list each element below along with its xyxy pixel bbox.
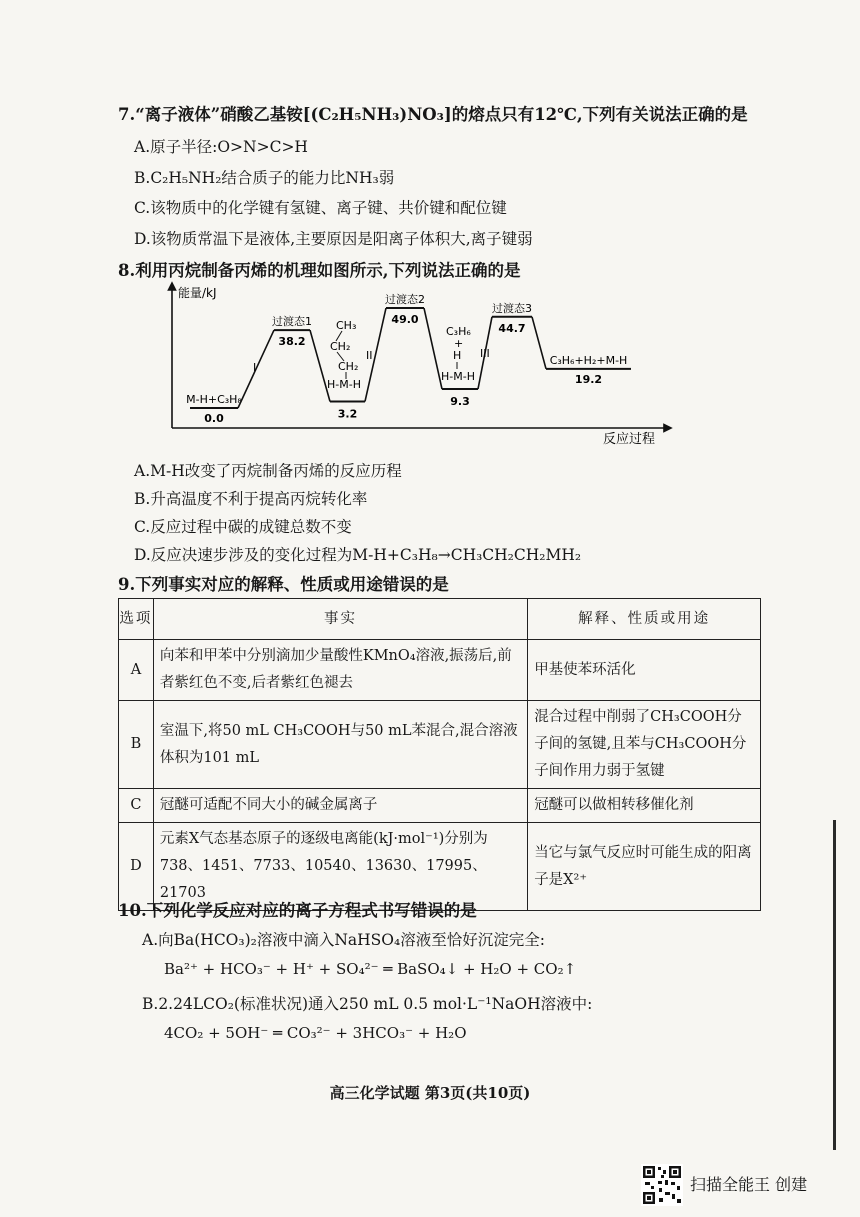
q8-option-d: D.反应决速步涉及的变化过程为M-H+C₃H₈→CH₃CH₂CH₂MH₂ [134, 546, 582, 564]
q10-stem: 10.下列化学反应对应的离子方程式书写错误的是 [118, 901, 477, 920]
q8-option-b: B.升高温度不利于提高丙烷转化率 [134, 490, 368, 508]
species-ch2-lower: CH₂ [338, 360, 359, 373]
q8-option-a: A.M-H改变了丙烷制备丙烯的反应历程 [134, 462, 402, 480]
q10-equation-b: 4CO₂ + 5OH⁻ ═ CO₃²⁻ + 3HCO₃⁻ + H₂O [164, 1024, 467, 1042]
species-hmh-1: H-M-H [327, 378, 361, 391]
q7-option-a: A.原子半径:O>N>C>H [134, 138, 308, 156]
row-explanation: 混合过程中削弱了CH₃COOH分子间的氢键,且苯与CH₃COOH分子间作用力弱于氢键 [528, 701, 761, 789]
table-row [119, 789, 761, 823]
scan-edge-shadow [833, 820, 836, 1150]
data-label-4: 9.3 [450, 395, 470, 409]
row-explanation: 冠醚可以做相转移催化剂 [528, 789, 761, 823]
species-plus: + [454, 337, 464, 350]
point-label-0: M-H+C₃H₈ [186, 393, 242, 406]
y-axis-label: 能量/kJ [178, 286, 217, 300]
q8-stem: 8.利用丙烷制备丙烯的机理如图所示,下列说法正确的是 [118, 261, 521, 280]
q10-equation-a: Ba²⁺ + HCO₃⁻ + H⁺ + SO₄²⁻ ═ BaSO₄↓ + H₂O + CO₂↑ [164, 960, 577, 978]
table-row [119, 640, 761, 701]
q9-stem: 9.下列事实对应的解释、性质或用途错误的是 [118, 575, 449, 594]
x-axis-label: 反应过程 [603, 432, 656, 447]
point-label-3: 过渡态2 [385, 293, 425, 307]
q8-option-c: C.反应过程中碳的成键总数不变 [134, 518, 352, 536]
energy-connector-6 [532, 317, 546, 369]
row-fact: 室温下,将50 mL CH₃COOH与50 mL苯混合,混合溶液体积为101 mL [153, 701, 527, 789]
species-ch2-upper: CH₂ [330, 340, 351, 353]
row-option: B [119, 701, 154, 789]
q10-option-a: A.向Ba(HCO₃)₂溶液中滴入NaHSO₄溶液至恰好沉淀完全: [142, 931, 545, 949]
step-label-3: III [480, 347, 490, 360]
row-option: A [119, 640, 154, 701]
q7-option-b: B.C₂H₅NH₂结合质子的能力比NH₃弱 [134, 169, 395, 187]
data-label-2: 3.2 [337, 407, 358, 421]
point-label-5: 过渡态3 [492, 301, 532, 315]
energy-profile-chart [0, 0, 860, 460]
point-label-6: C₃H₆+H₂+M-H [549, 353, 628, 367]
table-row [119, 701, 761, 789]
data-label-5: 44.7 [498, 321, 526, 335]
species-ch3: CH₃ [336, 319, 357, 332]
row-option: C [119, 789, 154, 823]
data-label-6: 19.2 [574, 372, 603, 386]
header-fact: 事实 [153, 599, 527, 640]
scanner-watermark: 扫描全能王 创建 [690, 1175, 808, 1194]
data-label-1: 38.2 [278, 335, 306, 349]
row-explanation: 当它与氯气反应时可能生成的阳离子是X²⁺ [528, 823, 761, 911]
row-fact: 向苯和甲苯中分别滴加少量酸性KMnO₄溶液,振荡后,前者紫红色不变,后者紫红色褪去 [153, 640, 527, 701]
data-label-0: 0.0 [204, 412, 224, 425]
q7-stem: 7.“离子液体”硝酸乙基铵[(C₂H₅NH₃)NO₃]的熔点只有12℃,下列有关说法正确的是 [118, 105, 748, 124]
page-footer: 高三化学试题 第3页(共10页) [329, 1084, 531, 1102]
species-c3h6: C₃H₆ [446, 325, 471, 338]
q9-table [118, 598, 761, 911]
row-explanation: 甲基使苯环活化 [528, 640, 761, 701]
species-hmh-2: H-M-H [441, 370, 475, 383]
data-label-3: 49.0 [391, 313, 419, 327]
q7-option-c: C.该物质中的化学键有氢键、离子键、共价键和配位键 [134, 199, 507, 217]
table-header-row [119, 599, 761, 640]
header-explanation: 解释、性质或用途 [528, 599, 761, 640]
row-fact: 元素X气态基态原子的逐级电离能(kJ·mol⁻¹)分别为738、1451、7733、10540、13630、17995、21703 [153, 823, 527, 911]
qr-code-icon [641, 1164, 683, 1206]
step-label-2: II [366, 349, 373, 362]
row-fact: 冠醚可适配不同大小的碱金属离子 [153, 789, 527, 823]
q7-option-d: D.该物质常温下是液体,主要原因是阳离子体积大,离子键弱 [134, 230, 533, 248]
header-option: 选项 [119, 599, 154, 640]
row-option: D [119, 823, 154, 911]
step-label-1: I [253, 361, 257, 374]
energy-connector-4 [424, 308, 442, 389]
q10-option-b: B.2.24LCO₂(标准状况)通入250 mL 0.5 mol·L⁻¹NaOH溶液中: [142, 995, 593, 1013]
species-h: H [453, 349, 462, 362]
point-label-1: 过渡态1 [272, 315, 312, 329]
